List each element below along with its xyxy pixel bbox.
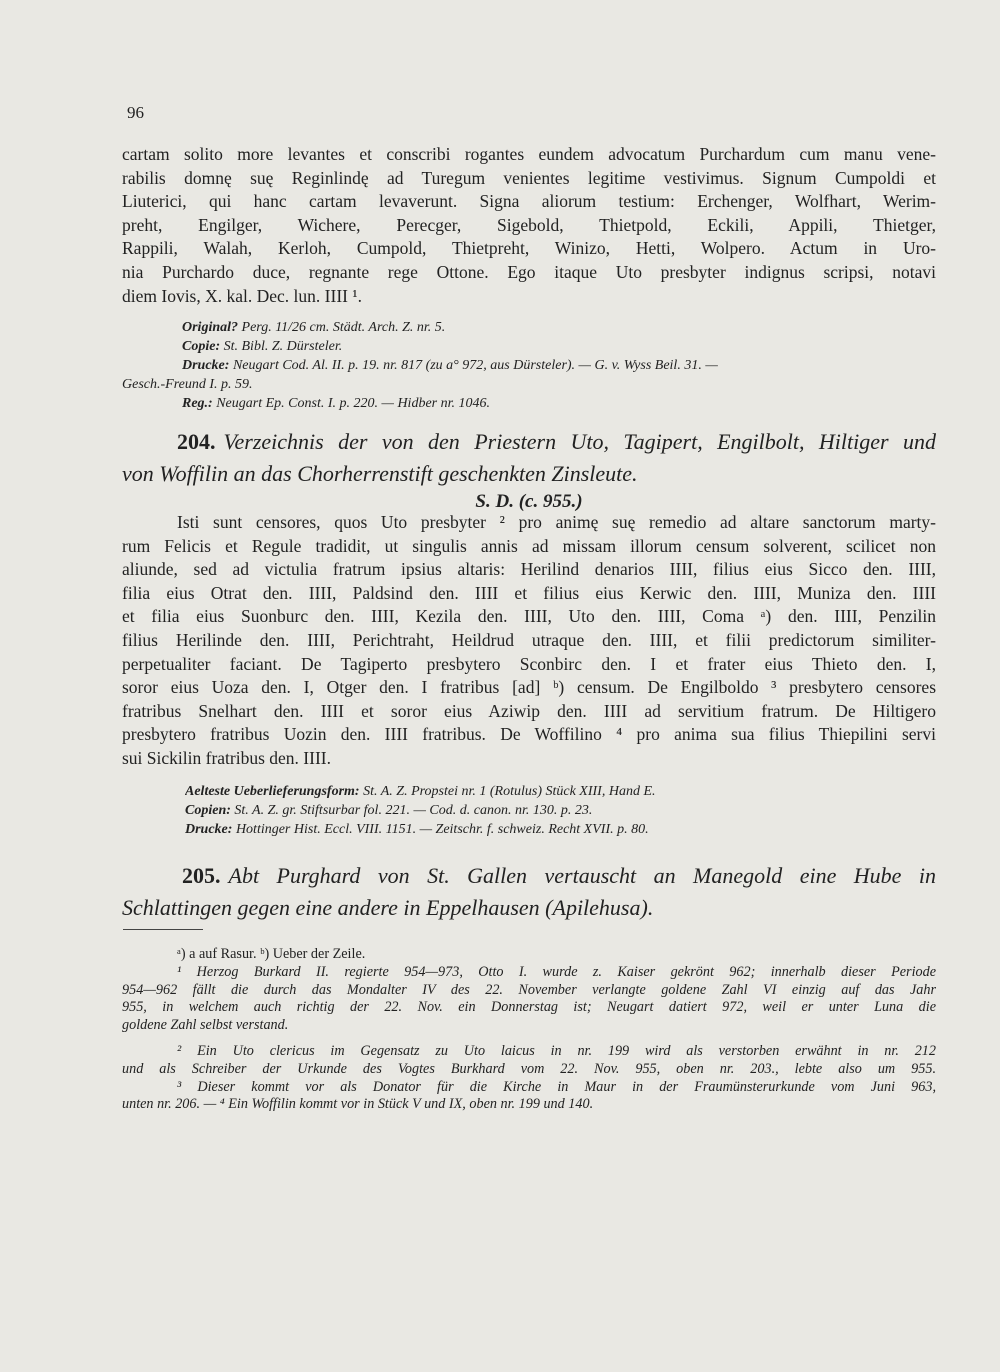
note-drucke	[182, 356, 936, 375]
doc-number: 205.	[182, 863, 221, 888]
doc205-heading	[122, 860, 936, 924]
note-reg	[182, 394, 936, 413]
doc203-text	[122, 143, 936, 308]
text-line: nia Purchardo duce, regnante rege Ottone. Ego itaque Uto presbyter indignus scripsi, notavi	[122, 261, 936, 282]
doc205-title-line	[122, 860, 936, 892]
note-text: St. Bibl. Z. Dürsteler.	[220, 339, 343, 354]
text-line: preht, Engilger, Wichere, Perecger, Sigebold, Thietpold, Eckili, Appili, Thietger,	[122, 214, 936, 235]
doc204-title-line: von Woffilin an das Chorherrenstift geschenkten Zinsleute.	[122, 461, 638, 486]
text-line: Rappili, Walah, Kerloh, Cumpold, Thietpreht, Winizo, Hetti, Wolpero. Actum in Uro-	[122, 238, 936, 259]
note-copien	[185, 801, 936, 820]
note-text: St. A. Z. Propstei nr. 1 (Rotulus) Stück XIII, Hand E.	[359, 784, 656, 799]
doc-number: 204.	[177, 429, 216, 454]
text-line: Liuterici, qui hanc cartam levaverunt. Signa aliorum testium: Erchenger, Wolfhart, Werim-	[122, 191, 936, 212]
doc204-notes	[185, 782, 936, 839]
text-line: diem Iovis, X. kal. Dec. lun. IIII ¹.	[122, 285, 362, 306]
note-label: Drucke:	[182, 358, 230, 373]
note-drucke-cont	[122, 375, 936, 394]
footnote-line: goldene Zahl selbst verstand.	[122, 1017, 289, 1034]
footnote-line: und als Schreiber der Urkunde des Vogtes Burkhard vom 22. Nov. 955, oben nr. 203., lebte also um 955.	[122, 1060, 936, 1077]
text-line: rum Felicis et Regule tradidit, ut singulis annis ad missam illorum censum solverent, scilicet non	[122, 535, 936, 556]
note-copie	[182, 337, 936, 356]
footnote-line: unten nr. 206. — ⁴ Ein Woffilin kommt vor in Stück V und IX, oben nr. 199 und 140.	[122, 1096, 594, 1113]
footnote-line: ³ Dieser kommt vor als Donator für die Kirche in Maur in der Fraumünsterurkunde vom Juni 963,	[177, 1078, 936, 1095]
note-original	[182, 318, 936, 337]
note-label: Aelteste Ueberlieferungsform:	[185, 784, 360, 799]
doc204-heading	[122, 426, 936, 514]
footnote-line: 955, in welchem auch richtig der 22. Nov. ein Donnerstag ist; Neugart datiert 972, weil er unter Luna die	[122, 999, 936, 1016]
footnote-line: ² Ein Uto clericus im Gegensatz zu Uto laicus in nr. 199 wird als verstorben erwähnt in nr. 212	[177, 1042, 936, 1059]
note-label: Original?	[182, 320, 239, 335]
text-line: rabilis domnę suę Reginlindę ad Turegum venientes legitime vestivimus. Signum Cumpoldi et	[122, 167, 936, 188]
doc204-title-line	[122, 426, 936, 458]
doc203-notes	[122, 318, 936, 413]
note-text: Neugart Ep. Const. I. p. 220. — Hidber nr. 1046.	[212, 396, 491, 411]
text-line: et filia eius Suonburc den. IIII, Kezila den. IIII, Uto den. IIII, Coma ᵃ) den. IIII, Penzilin	[122, 606, 936, 627]
text-line: Isti sunt censores, quos Uto presbyter ² pro animę suę remedio ad altare sanctorum marty-	[177, 512, 936, 532]
title-text: Abt Purghard von St. Gallen vertauscht an Manegold eine Hube in	[228, 863, 936, 888]
text-line: aliunde, sed ad victulia fratrum ipsius altaris: Herilind denarios IIII, filius eius Sicco den. IIII,	[122, 559, 936, 580]
page-number: 96	[127, 103, 144, 122]
note-text: Gesch.-Freund I. p. 59.	[122, 377, 253, 392]
note-label: Drucke:	[185, 822, 233, 837]
footnotes	[122, 946, 936, 1114]
note-text: Neugart Cod. Al. II. p. 19. nr. 817 (zu a° 972, aus Dürsteler). — G. v. Wyss Beil. 31. —	[229, 358, 718, 373]
doc205-title-line: Schlattingen gegen eine andere in Eppelhausen (Apilehusa).	[122, 895, 654, 920]
doc204-text	[122, 511, 936, 771]
footnote-line: ¹ Herzog Burkard II. regierte 954—973, Otto I. wurde z. Kaiser gekrönt 962; innerhalb dieser Periode	[177, 963, 936, 980]
text-line: filia eius Otrat den. IIII, Paldsind den. IIII et filius eius Kerwic den. IIII, Muniza den. IIII	[122, 582, 936, 603]
text-line: fratribus Snelhart den. IIII et soror eius Aziwip den. IIII ad servitium fratrum. De Hiltigero	[122, 700, 936, 721]
text-line: sui Sickilin fratribus den. IIII.	[122, 747, 331, 768]
note-label: Copien:	[185, 803, 231, 818]
footnote-divider	[123, 929, 203, 930]
footnote-line: 954—962 fällt die durch das Mondalter IV des 22. November verlangte goldene Zahl VI einzig auf das Jahr	[122, 981, 936, 998]
text-line: presbytero fratribus Uozin den. IIII fratribus. De Woffilino ⁴ pro anima sua filius Thiepilini servi	[122, 724, 936, 745]
note-label: Reg.:	[182, 396, 213, 411]
note-label: Copie:	[182, 339, 221, 354]
text-line: soror eius Uoza den. I, Otger den. I fratribus [ad] ᵇ) censum. De Engilboldo ³ presbytero censores	[122, 677, 936, 698]
note-ueberlieferung	[185, 782, 936, 801]
footnote-line: ᵃ) a auf Rasur. ᵇ) Ueber der Zeile.	[177, 946, 366, 962]
note-drucke	[185, 820, 936, 839]
note-text: Perg. 11/26 cm. Städt. Arch. Z. nr. 5.	[238, 320, 446, 335]
doc204-date: S. D. (c. 955.)	[475, 491, 583, 512]
note-text: St. A. Z. gr. Stiftsurbar fol. 221. — Cod. d. canon. nr. 130. p. 23.	[230, 803, 593, 818]
text-line: filius Herilinde den. IIII, Perichtraht, Heildrud utraque den. IIII, et filii predictorum similiter-	[122, 629, 936, 650]
text-line: perpetualiter faciant. De Tagiperto presbytero Sconbirc den. I et frater eius Thieto den. I,	[122, 653, 936, 674]
text-line: cartam solito more levantes et conscribi rogantes eundem advocatum Purchardum cum manu vene-	[122, 144, 936, 164]
title-text: Verzeichnis der von den Priestern Uto, Tagipert, Engilbolt, Hiltiger und	[223, 429, 936, 454]
note-text: Hottinger Hist. Eccl. VIII. 1151. — Zeitschr. f. schweiz. Recht XVII. p. 80.	[232, 822, 649, 837]
